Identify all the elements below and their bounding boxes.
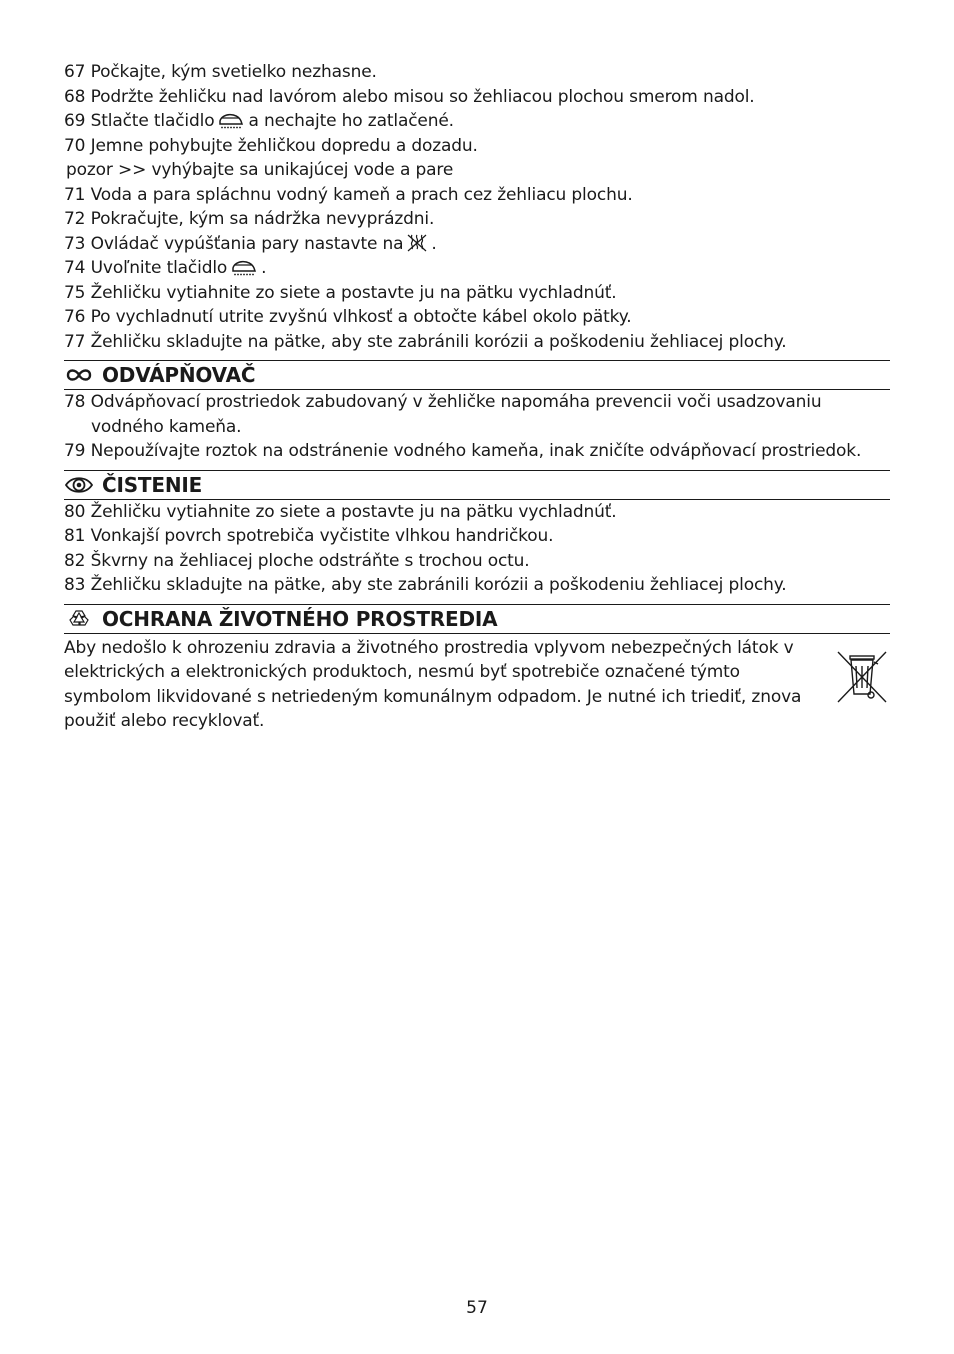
crossed-out-wheelie-bin-icon (836, 650, 888, 704)
steam-burst-icon (230, 257, 258, 277)
section-title: OCHRANA ŽIVOTNÉHO PROSTREDIA (102, 606, 498, 631)
steam-burst-icon (217, 110, 245, 130)
recycle-icon (64, 608, 94, 630)
steam-off-icon (406, 233, 428, 253)
step-74: 74 Uvoľnite tlačidlo . (64, 258, 267, 278)
section-title: ODVÁPŇOVAČ (102, 363, 256, 387)
step-76: 76 Po vychladnutí utrite zvyšnú vlhkosť a obtočte kábel okolo pätky. (64, 307, 632, 327)
step-75: 75 Žehličku vytiahnite zo siete a postavte ju na pätku vychladnúť. (64, 282, 617, 303)
page-number: 57 (466, 1298, 488, 1318)
step-79: 79 Nepoužívajte roztok na odstránenie vodného kameňa, inak zničíte odvápňovací prostriedok. (64, 441, 862, 461)
step-82: 82 Škvrny na žehliacej ploche odstráňte s trochou octu. (64, 550, 530, 571)
warning-note: pozor >> vyhýbajte sa unikajúcej vode a pare (66, 160, 454, 180)
section-header-cleaning (64, 470, 890, 500)
step-73: 73 Ovládač vypúšťania pary nastavte na . (64, 233, 437, 254)
section-title: ČISTENIE (102, 472, 203, 497)
step-69: 69 Stlačte tlačidlo a nechajte ho zatlačené. (64, 111, 454, 131)
step-78-continued: vodného kameňa. (91, 416, 242, 437)
step-78: 78 Odvápňovací prostriedok zabudovaný v žehličke napomáha prevencii voči usadzovaniu (64, 392, 822, 412)
eye-icon (64, 474, 94, 496)
section-header-environment (64, 604, 890, 634)
step-77: 77 Žehličku skladujte na pätke, aby ste zabránili korózii a poškodeniu žehliacej plochy. (64, 331, 787, 352)
section-header-descaler (64, 360, 890, 390)
step-80: 80 Žehličku vytiahnite zo siete a postavte ju na pätku vychladnúť. (64, 501, 617, 522)
step-81: 81 Vonkajší povrch spotrebiča vyčistite vlhkou handričkou. (64, 526, 554, 546)
step-70: 70 Jemne pohybujte žehličkou dopredu a dozadu. (64, 135, 478, 156)
environment-block (64, 636, 890, 734)
environment-text: Aby nedošlo k ohrozeniu zdravia a životného prostredia vplyvom nebezpečných látok v elektrických a elektronických produktoch, nesmú byť spotrebiče označené týmto symbolom likvidované s netriedeným komunálnym odpadom. Je nutné ich triediť, znova použiť alebo recyklovať. (64, 637, 802, 731)
step-71: 71 Voda a para spláchnu vodný kameň a prach cez žehliacu plochu. (64, 184, 633, 205)
manual-page (64, 60, 890, 734)
step-67: 67 Počkajte, kým svetielko nezhasne. (64, 62, 377, 82)
infinity-icon (64, 364, 94, 386)
step-68: 68 Podržte žehličku nad lavórom alebo misou so žehliacou plochou smerom nadol. (64, 86, 755, 107)
step-83: 83 Žehličku skladujte na pätke, aby ste zabránili korózii a poškodeniu žehliacej plochy. (64, 575, 787, 595)
step-72: 72 Pokračujte, kým sa nádržka nevyprázdni. (64, 209, 435, 229)
